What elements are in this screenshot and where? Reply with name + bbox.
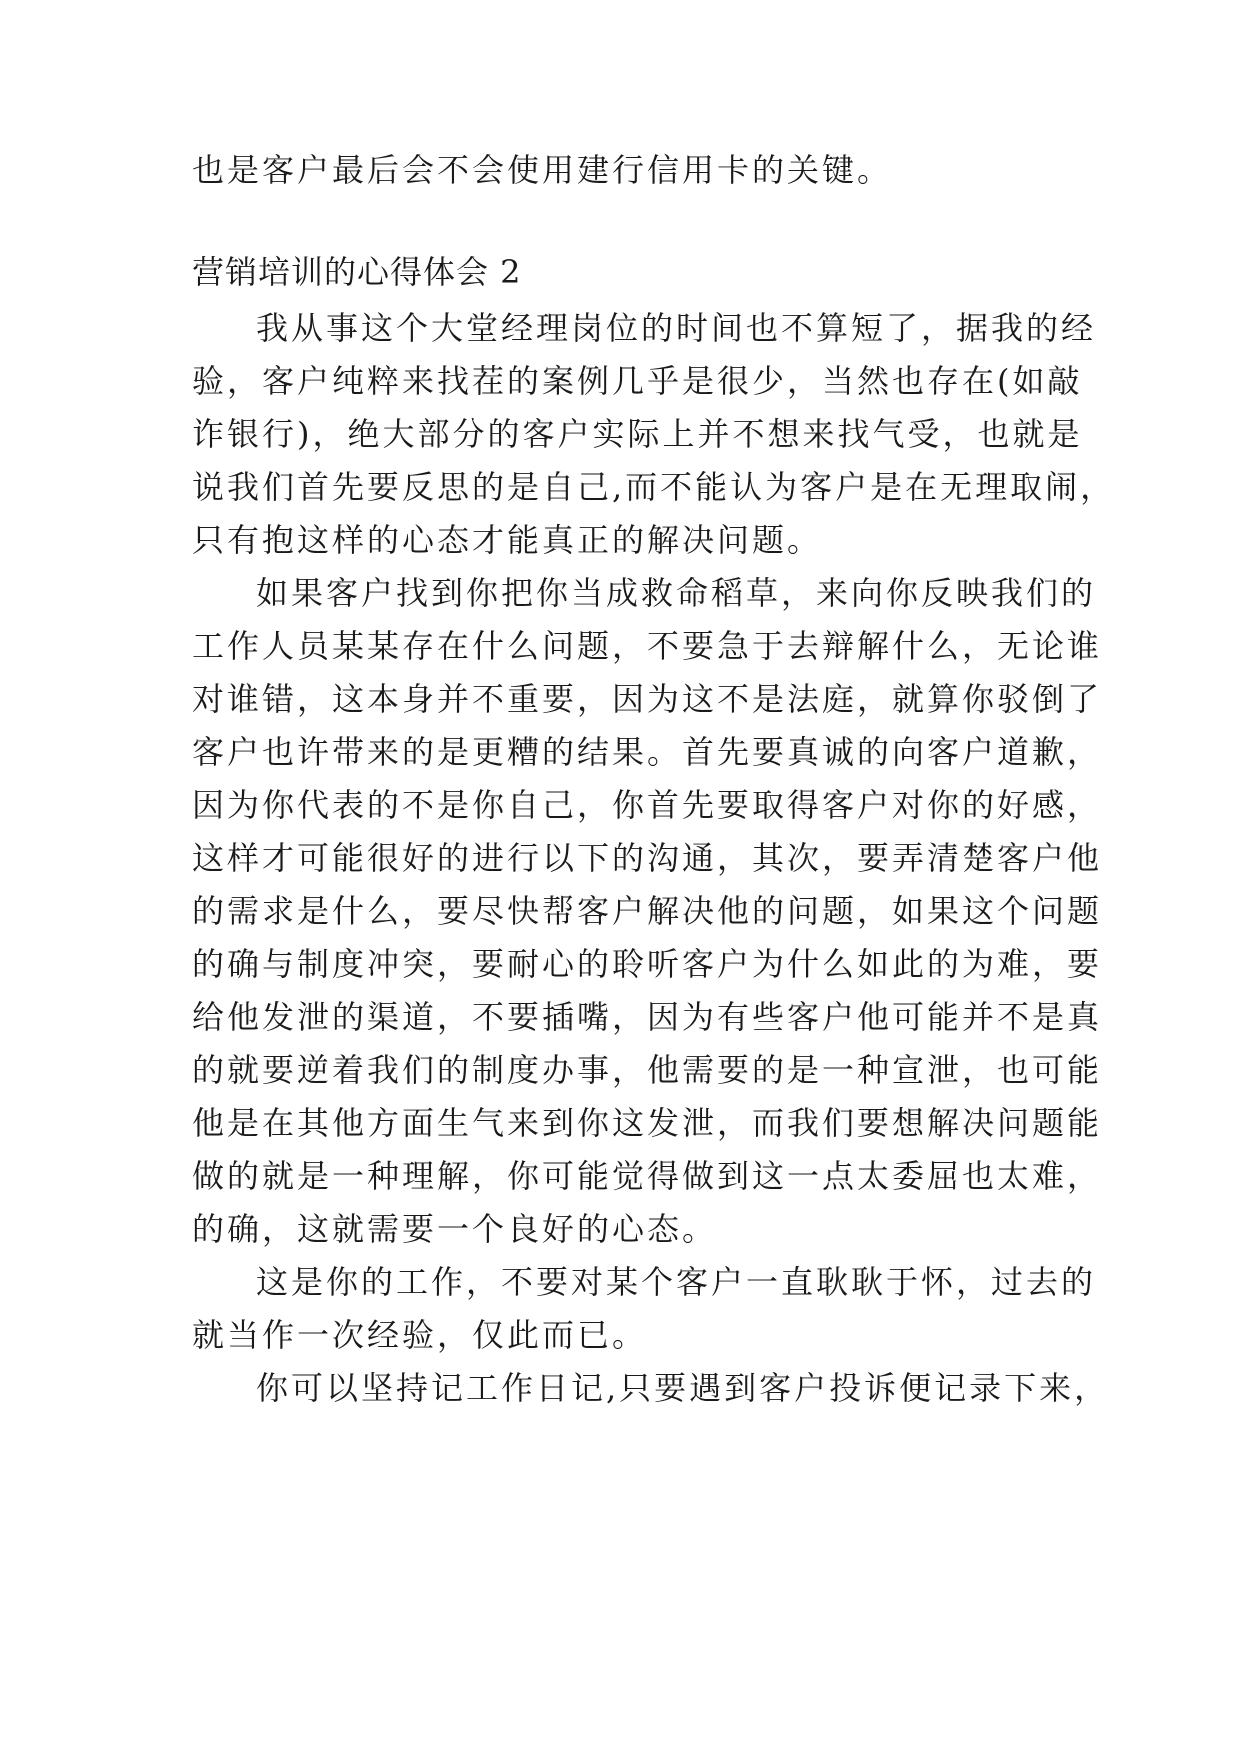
paragraph-line: 对谁错，这本身并不重要，因为这不是法庭，就算你驳倒了 bbox=[192, 680, 1103, 718]
paragraph-line: 工作人员某某存在什么问题，不要急于去辩解什么，无论谁 bbox=[192, 627, 1103, 665]
paragraph-line: 如果客户找到你把你当成救命稻草，来向你反映我们的 bbox=[256, 574, 1097, 612]
paragraph-line: 验，客户纯粹来找茬的案例几乎是很少，当然也存在(如敲 bbox=[192, 362, 1083, 400]
paragraph-line: 他是在其他方面生气来到你这发泄，而我们要想解决问题能 bbox=[192, 1104, 1103, 1142]
paragraph-line: 就当作一次经验，仅此而已。 bbox=[192, 1316, 648, 1354]
paragraph-line: 我从事这个大堂经理岗位的时间也不算短了，据我的经 bbox=[256, 309, 1097, 347]
paragraph-line: 这样才可能很好的进行以下的沟通，其次，要弄清楚客户他 bbox=[192, 839, 1103, 877]
paragraph-line: 给他发泄的渠道，不要插嘴，因为有些客户他可能并不是真 bbox=[192, 998, 1103, 1036]
paragraph-line: 做的就是一种理解，你可能觉得做到这一点太委屈也太难， bbox=[192, 1157, 1103, 1195]
paragraph-line: 诈银行)，绝大部分的客户实际上并不想来找气受，也就是 bbox=[192, 415, 1083, 453]
paragraph-line: 说我们首先要反思的是自己,而不能认为客户是在无理取闹， bbox=[192, 468, 1116, 506]
paragraph-line: 的就要逆着我们的制度办事，他需要的是一种宣泄，也可能 bbox=[192, 1051, 1103, 1089]
paragraph-line: 这是你的工作，不要对某个客户一直耿耿于怀，过去的 bbox=[256, 1263, 1097, 1301]
paragraph-line: 因为你代表的不是你自己，你首先要取得客户对你的好感， bbox=[192, 786, 1103, 824]
text-line: 也是客户最后会不会使用建行信用卡的关键。 bbox=[192, 151, 893, 189]
paragraph-line: 客户也许带来的是更糟的结果。首先要真诚的向客户道歉， bbox=[192, 733, 1103, 771]
section-heading: 营销培训的心得体会 2 bbox=[192, 253, 522, 291]
paragraph-line: 的确，这就需要一个良好的心态。 bbox=[192, 1210, 718, 1248]
paragraph-line: 的需求是什么，要尽快帮客户解决他的问题，如果这个问题 bbox=[192, 892, 1103, 930]
paragraph-line: 只有抱这样的心态才能真正的解决问题。 bbox=[192, 521, 823, 559]
paragraph-line: 的确与制度冲突，要耐心的聆听客户为什么如此的为难，要 bbox=[192, 945, 1103, 983]
paragraph-line: 你可以坚持记工作日记,只要遇到客户投诉便记录下来， bbox=[256, 1369, 1110, 1407]
